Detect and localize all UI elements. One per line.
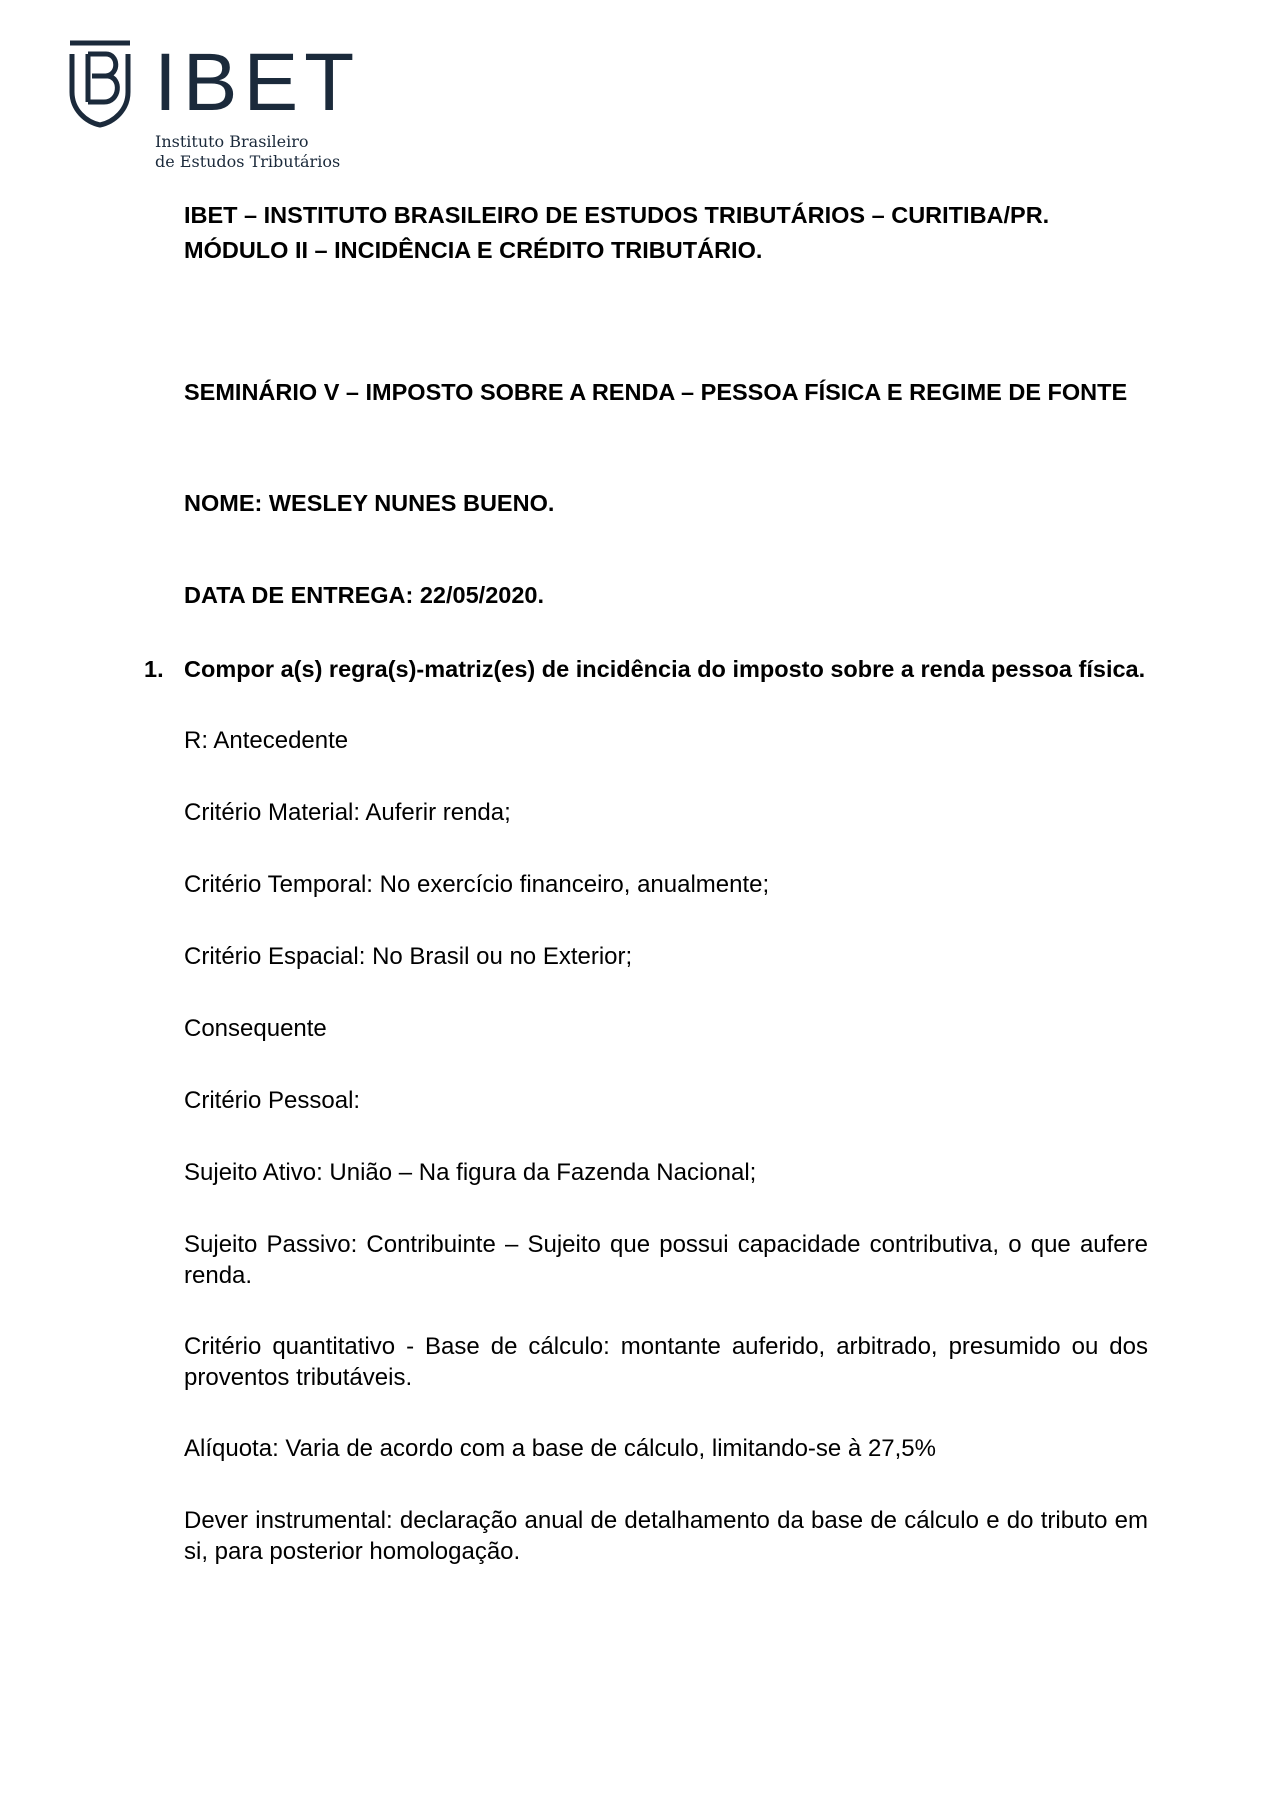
answer-antecedent: R: Antecedente: [184, 727, 349, 754]
answer-spatial-criterion: Critério Espacial: No Brasil ou no Exterior;: [184, 943, 633, 970]
ibet-logo: [68, 37, 368, 175]
student-name: NOME: WESLEY NUNES BUENO.: [184, 490, 555, 516]
question-text: Compor a(s) regra(s)-matriz(es) de incidência do imposto sobre a renda pessoa física.: [184, 656, 1146, 682]
answer-instrumental-duty: Dever instrumental: declaração anual de detalhamento da base de cálculo e do tributo em si, para posterior homologação.: [184, 1507, 1148, 1565]
seminar-title: SEMINÁRIO V – IMPOSTO SOBRE A RENDA – PESSOA FÍSICA E REGIME DE FONTE: [184, 379, 1128, 405]
logo-subtitle-line1: Instituto Brasileiro: [155, 132, 309, 151]
ibet-shield-logo-icon: [68, 40, 132, 128]
delivery-date: DATA DE ENTREGA: 22/05/2020.: [184, 582, 545, 608]
logo-subtitle-line2: de Estudos Tributários: [155, 152, 341, 171]
question-1: [144, 653, 1148, 685]
logo-wordmark: IBET: [154, 37, 361, 128]
answer-temporal-criterion: Critério Temporal: No exercício financeiro, anualmente;: [184, 871, 770, 898]
logo-subtitle: [155, 132, 340, 172]
question-number: 1.: [144, 656, 164, 682]
answer-material-criterion: Critério Material: Auferir renda;: [184, 799, 511, 826]
answer-quantitative-criterion: Critério quantitativo - Base de cálculo: montante auferido, arbitrado, presumido ou dos proventos tributáveis.: [184, 1333, 1148, 1391]
document-content: [144, 198, 1148, 1567]
answer-rate: Alíquota: Varia de acordo com a base de cálculo, limitando-se à 27,5%: [184, 1435, 936, 1462]
answer-passive-subject: Sujeito Passivo: Contribuinte – Sujeito que possui capacidade contributiva, o que aufere renda.: [184, 1231, 1148, 1289]
header-line-1: IBET – INSTITUTO BRASILEIRO DE ESTUDOS TRIBUTÁRIOS – CURITIBA/PR.: [184, 202, 1050, 228]
answer-active-subject: Sujeito Ativo: União – Na figura da Fazenda Nacional;: [184, 1159, 757, 1186]
header-line-2: MÓDULO II – INCIDÊNCIA E CRÉDITO TRIBUTÁRIO.: [184, 237, 763, 263]
answer-consequent: Consequente: [184, 1015, 327, 1042]
answer-personal-criterion: Critério Pessoal:: [184, 1087, 361, 1114]
